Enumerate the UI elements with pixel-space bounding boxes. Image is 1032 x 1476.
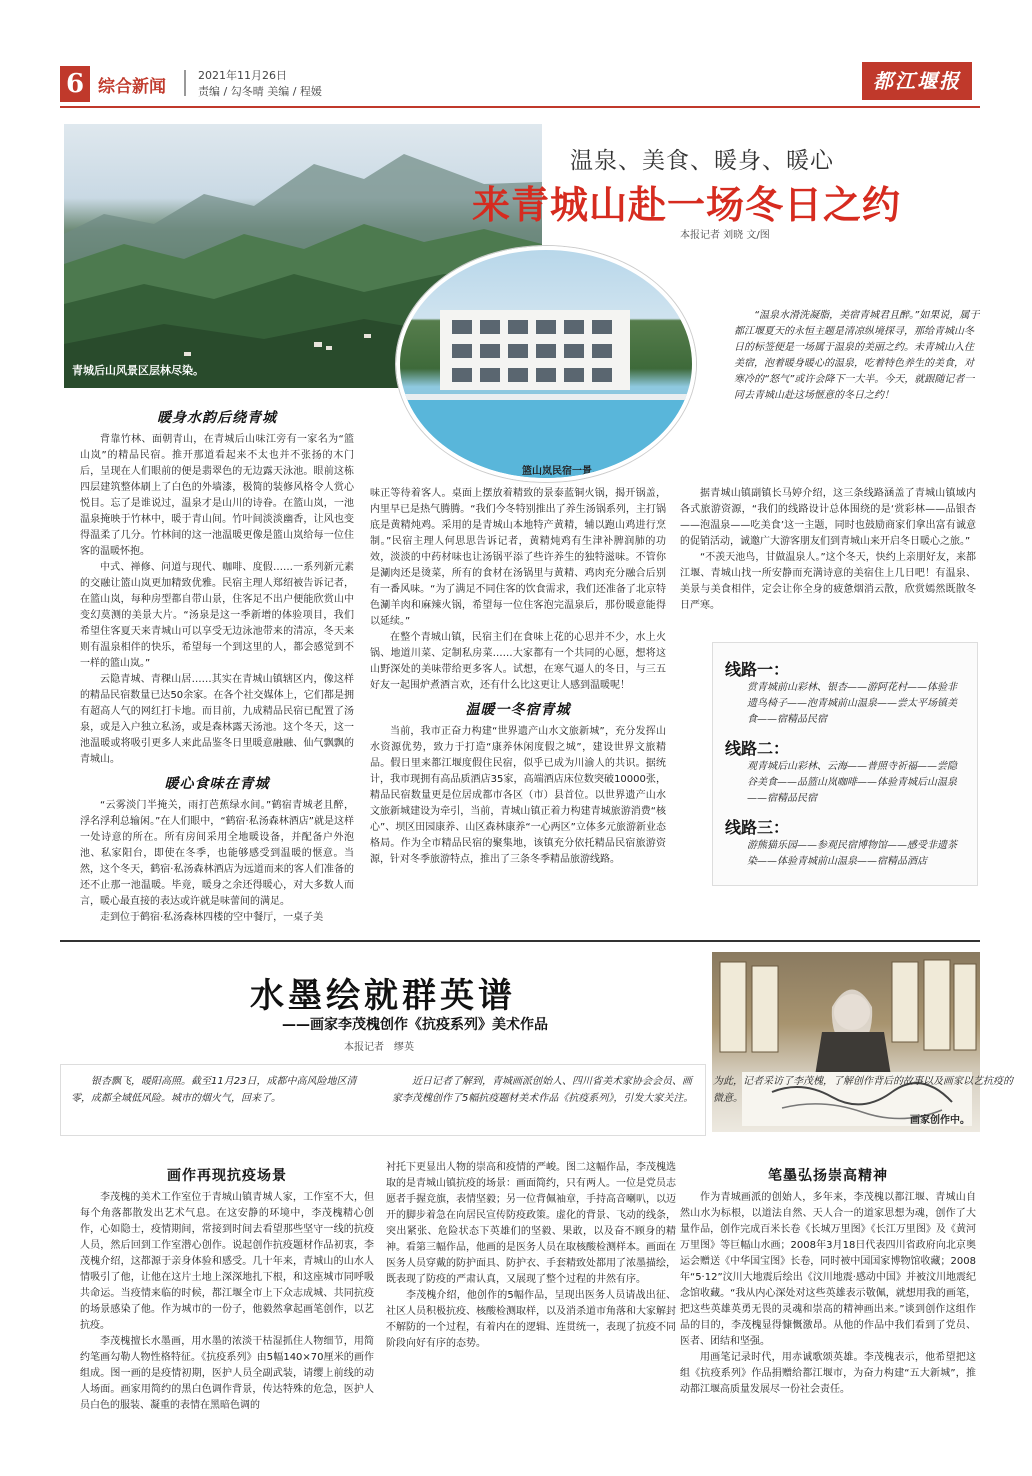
- article1-column-2: [370, 486, 666, 868]
- guesthouse-illustration: [400, 250, 696, 482]
- painter-photo-caption: 画家创作中。: [910, 1115, 970, 1126]
- paragraph: 据青城山镇副镇长马婷介绍，这三条线路涵盖了青城山镇域内各式旅游资源，“我们的线路设计总体围绕的是‘赏彩林——品银杏——泡温泉——吃美食’这一主题，同时也鼓励商家们拿出富有诚意的促销活动，诚邀广大游客朋友们到青城山来开启冬日暖心之旅。”: [680, 488, 976, 547]
- paragraph: 当前，我市正奋力构建“世界遗产山水文旅新城”，充分发挥山水资源优势，致力于打造“康养休闲度假之城”，建设世界文旅精品。假日里来都江堰度假住民宿，似乎已成为川渝人的共识。据统计，我市现拥有高品质酒店35家，高端酒店床位数突破10000张，精品民宿数量更是位居成都市各区（市）县首位。以世界遗产山水文旅新城建设为牵引，当前，青城山镇正着力构建青城旅游消费“核心”、坝区田园康养、山区森林康养“一心两区”立体多元旅游新业态格局。作为全市精品民宿的聚集地，该镇充分依托精品民宿旅游资源，针对冬季旅游特点，推出了三条冬季精品旅游线路。: [370, 726, 666, 865]
- paragraph: 用画笔记录时代，用赤诚歌颂英雄。李茂槐表示，他希望把这组《抗疫系列》作品捐赠给都江堰市，为奋力构建“五大新城”，推动都江堰高质量发展尽一份社会责任。: [680, 1352, 976, 1395]
- paragraph: 云隐青城、青稞山居……其实在青城山镇辖区内，像这样的精品民宿数量已达50余家。在各个社交媒体上，它们都是拥有超高人气的网红打卡地。而目前，九成精品民宿已配置了汤泉，或是入户独立私汤，或是森林露天汤池。这个冬天，这一池温暖或将吸引更多人来此品鉴冬日里暖意融融、仙气飘飘的青城山。: [80, 674, 354, 765]
- route-title: 线路三：: [725, 818, 790, 837]
- guesthouse-photo: [396, 246, 696, 482]
- route-description: 观青城后山彩林、云海——普照寺祈福——尝隐谷美食——品篮山岚咖啡——体验青城后山温泉——宿精品民宿: [747, 761, 957, 804]
- article-kicker: 温泉、美食、暖身、暖心: [570, 148, 834, 174]
- newspaper-logo: 都江堰报: [862, 62, 972, 100]
- paragraph: 近日记者了解到，青城画派创始人、四川省美术家协会会员、画家李茂槐创作了5幅抗疫题材美术作品《抗疫系列》，引发大家关注。为此，记者采访了李茂槐，了解创作背后的故事以及画家以艺抗疫的微意。: [392, 1076, 1013, 1104]
- article-byline: 本报记者 刘晓 文/图: [680, 230, 770, 241]
- paragraph: 味正等待着客人。桌面上摆放着精致的景泰蓝铜火锅，揭开锅盖，内里早已是热气腾腾。“我们今冬特别推出了养生汤锅系列，主打锅底是黄精炖鸡。采用的是青城山本地特产黄精，辅以跑山鸡进行烹制。”民宿主理人何思思告诉记者，黄精炖鸡有生津补脾润肺的功效，淡淡的中药材味也让汤锅平添了些许养生的独特滋味。不管你是涮肉还是烫菜，所有的食材在汤锅里与黄精、鸡肉充分融合后别有一番风味。“为了满足不同住客的饮食需求，我们还准备了北京特色涮羊肉和麻辣火锅，希望每一位住客泡完温泉后，那份暖意能得以延续。”: [370, 488, 666, 627]
- editors-credit: 责编 / 勾冬晴 美编 / 程媛: [198, 85, 322, 98]
- article2-column-2: [386, 1160, 676, 1352]
- article2-column-3: [680, 1160, 976, 1398]
- page-number: 6: [60, 66, 90, 102]
- paragraph: 作为青城画派的创始人，多年来，李茂槐以都江堰、青城山自然山水为标根，以道法自然、天人合一的道家思想为魂，创作了大量作品，创作完成百米长卷《长城万里图》《长江万里图》及《黄河万里图》等巨幅山水画；2008年3月18日代表四川省政府向北京奥运会赠送《中华国宝图》长卷，同时被中国国家博物馆收藏；2008年“5·12”汶川大地震后绘出《汶川地震·感动中国》并被汶川地震纪念馆收藏。“我从内心深处对这些英雄表示敬佩，就想用我的画笔，把这些英雄英勇无畏的灵魂和崇高的精神画出来。”谈到创作这组作品的目的，李茂槐显得慷慨激昂。从他的作品中我们看到了党员、医者、团结和坚强。: [680, 1192, 976, 1347]
- paragraph: 李茂槐介绍，他创作的5幅作品，呈现出医务人员请战出征、社区人员积极抗疫、核酸检测取样，以及消杀道市角落和大家解封不解防的一个过程，有着内在的逻辑、连贯统一，表现了抗疫不同阶段向好有序的态势。: [386, 1290, 676, 1349]
- article2-headline: 水墨绘就群英谱: [250, 976, 516, 1016]
- article-intro: “温泉水滑洗凝脂，美宿青城君且醉。”如果说，属于都江堰夏天的永恒主题是清凉纵境探寻，那给青城山冬日的标签便是一场属于温泉的美丽之约。未青城山入住美宿，泡着暖身暖心的温泉，吃着特色养生的美食，对寒冷的“怒气”或许会降下一大半。今天，就跟随记者一同去青城山赴这场惬意的冬日之约！: [734, 310, 980, 401]
- article1-column-3: [680, 486, 976, 614]
- subhead-scenes: 画作再现抗疫场景: [167, 1168, 287, 1184]
- paragraph: 银杏飘飞，暖阳高照。截至11月23日，成都中高风险地区清零，成都全域低风险。城市的烟火气，回来了。: [71, 1076, 357, 1104]
- article-headline: 来青城山赴一场冬日之约: [472, 183, 902, 227]
- paragraph: 李茂槐擅长水墨画，用水墨的浓淡干枯湿抓住人物细节，用简约笔画勾勒人物性格特征。《抗疫系列》由5幅140×70厘米的画作组成。图一画的是疫情初期，医护人员全副武装，请缨上前线的动人场面。画家用简约的黑白色调作背景，传达特殊的危急，医护人员白色的服装、凝重的表情在黑暗色调的: [80, 1336, 374, 1411]
- subhead-food: 暖心食味在青城: [164, 776, 270, 792]
- paragraph: 在整个青城山镇，民宿主们在食味上花的心思并不少，水上火锅、地道川菜、定制私房菜……大家都有一个共同的心愿，想将这山野深处的美味带给更多客人。试想，在寒气逼人的冬日，与三五好友一起围炉煮酒言欢，还有什么比这更让人感到温暖呢！: [370, 632, 666, 691]
- paragraph: 背靠竹林、面朝青山，在青城后山味江旁有一家名为“篮山岚”的精品民宿。推开那道看起来不太也并不张扬的木门后，呈现在人们眼前的便是翡翠色的无边露天泳池。眼前这栋四层建筑整体刷上了白色的外墙漆，极简的装修风格令人赏心悦目。忘了是谁说过，温泉才是山川的诗眷。在篮山岚，一池温泉掩映于竹林中，暖于青山间。竹叶间淡淡幽香，让风也变得温柔了几分。竹林间的这一池温暖更像是篮山岚给每一位住客的温暖怀抱。: [80, 434, 354, 557]
- subhead-spirit: 笔墨弘扬崇高精神: [768, 1168, 888, 1184]
- route-description: 游熊猫乐园——参观民宿博物馆——感受非遗茶染——体验青城前山温泉——宿精品酒店: [747, 840, 957, 867]
- paragraph: “云雾淡门半掩关，雨打芭蕉绿水间。”鹤宿青城老且醉，浮名浮利总输闲。”在人们眼中，“鹤宿·私汤森林酒店”就是这样一处诗意的所在。所有房间采用全地暖设备，并配备户外泡池、私家阳台，即使在冬季，也能够感受到温暖的惬意。当然，这个冬天，鹤宿·私汤森林酒店为远道而来的客人们准备的还不止那一池温暖。毕竟，暖身之余还得暖心，对大多数人而言，暖心最直接的表达或许就是味蕾间的满足。: [80, 800, 354, 907]
- article1-column-1: [80, 402, 354, 926]
- section-divider: [60, 940, 980, 942]
- route-title: 线路一：: [725, 660, 790, 679]
- article2-column-1: [80, 1160, 374, 1414]
- paragraph: 中式、禅修、问道与现代、咖啡、度假……一系列新元素的交融让篮山岚更加精致优雅。民宿主理人郑绍被告诉记者，在篮山岚，每种房型都自带山景，住客足不出户便能欣赏山中变幻莫测的美景大片。“汤泉是这一季新增的体验项目，我们希望住客夏天来青城山可以享受无边泳池带来的清凉，冬天来则有温泉相伴的快乐，希望每一个到这里的人，都会感觉到不一样的篮山岚。”: [80, 562, 354, 669]
- article2-subtitle: ——画家李茂槐创作《抗疫系列》美术作品: [282, 1017, 548, 1033]
- landscape-photo-caption: 青城后山风景区层林尽染。: [72, 364, 204, 377]
- issue-date: 2021年11月26日: [198, 69, 287, 82]
- paragraph: 李茂槐的美术工作室位于青城山镇青城人家，工作室不大，但每个角落都散发出艺术气息。在这安静的环境中，李茂槐精心创作，心如隐士，疫情期间，常接到时间去看望那些坚守一线的抗疫人员，然后回到工作室潜心创作。说起创作抗疫题材作品初衷，李茂槐介绍，这都源于亲身体验和感受。几十年来，青城山的山水人情吸引了他，让他在这片土地上深深地扎下根，和这座城市同呼吸共命运。当疫情来临的时候，都江堰全市上下众志成城、共同抗疫的场景感染了他。作为城市的一份子，他毅然拿起画笔创作，以艺抗疫。: [80, 1192, 374, 1331]
- header-divider: [184, 70, 186, 96]
- subhead-stay: 温暖一冬宿青城: [465, 702, 571, 718]
- paragraph: 衬托下更显出人物的崇高和疫情的严峻。图二这幅作品，李茂槐选取的是青城山镇抗疫的场景：画面简约，只有两人。一位是党员志愿者手握竞旗，表情坚毅；另一位背佩袖章，手持高音喇叭，以迈开的脚步着急在向居民宣传防疫政策。虚化的背景、飞动的线条，突出紧张、危险状态下英雄们的坚毅、果敢，以及奋不顾身的精神。看第三幅作品，他画的是医务人员在取核酸检测样本。画面在医务人员穿戴的防护面具、防护衣、手套精致处都用了浓墨描绘，既表现了防疫的严肃认真，又展现了整个过程的井然有序。: [386, 1162, 676, 1285]
- guesthouse-photo-caption: 篮山岚民宿一景。: [522, 466, 602, 477]
- paragraph: 走到位于鹤宿·私汤森林四楼的空中餐厅，一桌子美: [100, 912, 324, 923]
- subhead-hot-spring: 暖身水韵后绕青城: [157, 410, 277, 426]
- paragraph: “不羡天池鸟，甘做温泉人。”这个冬天，快约上亲朋好友，来都江堰、青城山找一所安静而充满诗意的美宿住上几日吧！有温泉、美景与美食相伴，定会让你全身的疲惫烟消云散，欣赏嫣然既散冬日严寒。: [680, 552, 976, 611]
- section-title: 综合新闻: [98, 77, 166, 97]
- article2-byline: 本报记者 缪英: [344, 1042, 414, 1053]
- route-box: [712, 642, 978, 886]
- page-header: [60, 64, 980, 108]
- route-title: 线路二：: [725, 739, 790, 758]
- route-description: 赏青城前山彩林、银杏——游阿花村——体验非遗鸟椅子——泡青城前山温泉——尝太平场镇美食——宿精品民宿: [747, 682, 957, 725]
